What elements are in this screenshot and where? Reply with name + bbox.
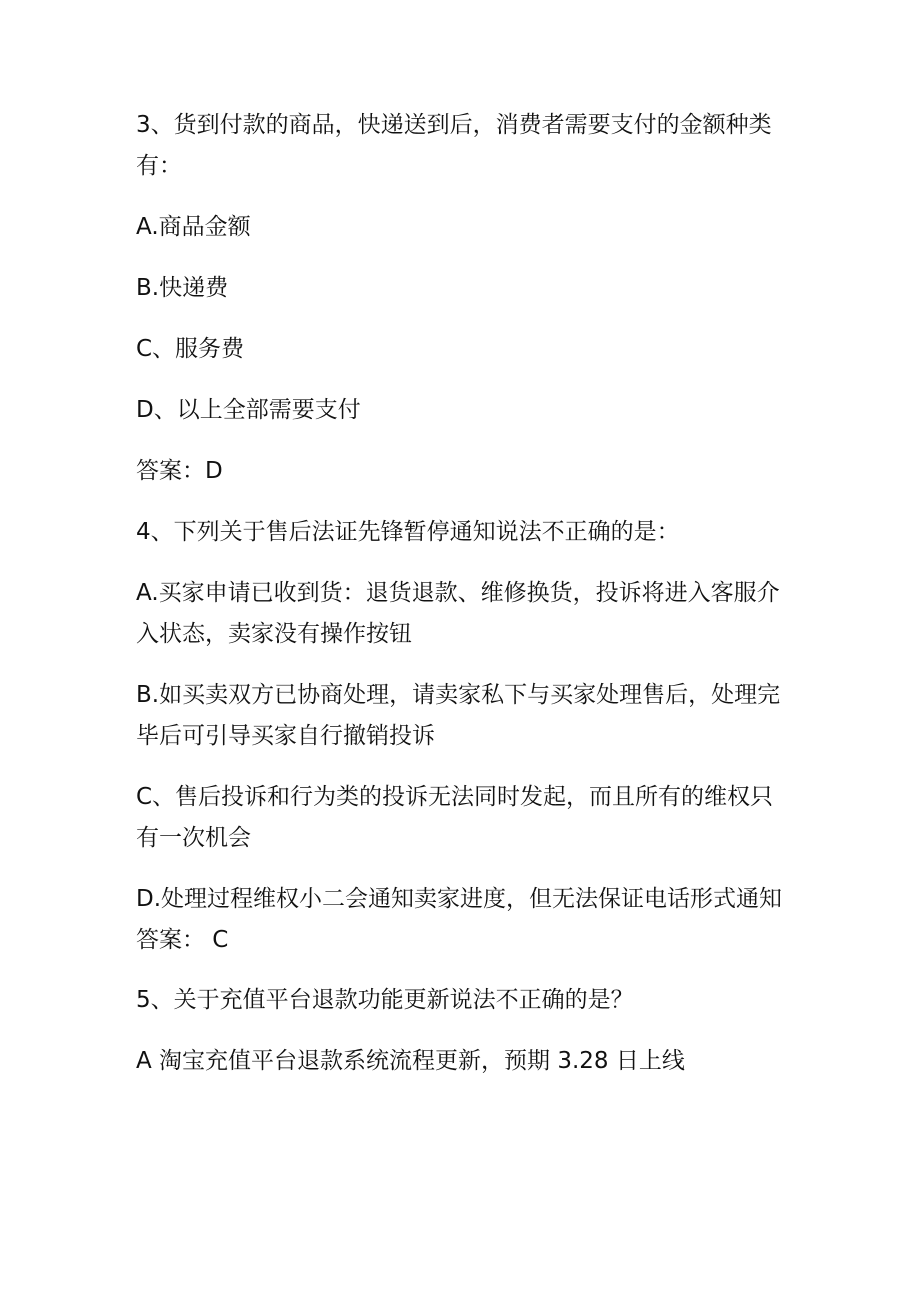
question-3-answer: 答案：D xyxy=(136,458,223,484)
question-3-option-b: B.快递费 xyxy=(136,275,229,301)
question-4-option-c: C、售后投诉和行为类的投诉无法同时发起，而且所有的维权只有一次机会 xyxy=(136,784,774,851)
question-4-option-b: B.如买卖双方已协商处理，请卖家私下与买家处理售后，处理完毕后可引导买家自行撤销投诉 xyxy=(136,682,781,749)
question-5-option-a: A 淘宝充值平台退款系统流程更新，预期 3.28 日上线 xyxy=(136,1048,685,1074)
question-5-text: 5、关于充值平台退款功能更新说法不正确的是？ xyxy=(136,987,634,1013)
question-3-option-a: A.商品金额 xyxy=(136,214,251,240)
question-4-option-d-answer: D.处理过程维权小二会通知卖家进度，但无法保证电话形式通知答案： C xyxy=(136,886,783,953)
question-4-option-a: A.买家申请已收到货：退货退款、维修换货，投诉将进入客服介入状态，卖家没有操作按钮 xyxy=(136,580,780,647)
question-3-option-d: D、以上全部需要支付 xyxy=(136,397,361,423)
question-4-text: 4、下列关于售后法证先锋暂停通知说法不正确的是： xyxy=(136,519,680,545)
question-3-option-c: C、服务费 xyxy=(136,336,245,362)
question-3-text: 3、货到付款的商品，快递送到后，消费者需要支付的金额种类有： xyxy=(136,112,772,179)
